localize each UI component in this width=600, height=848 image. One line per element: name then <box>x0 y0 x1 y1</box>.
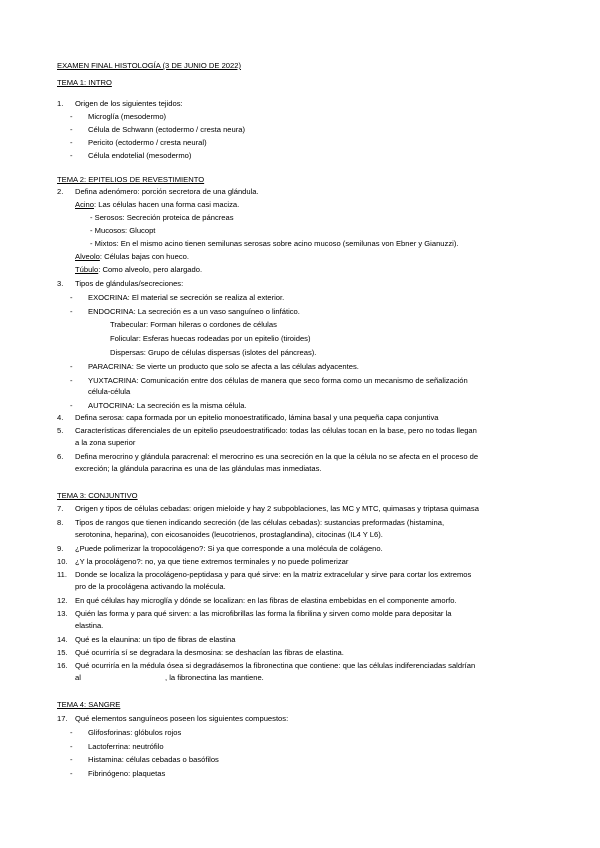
question-9: ¿Puede polimerizar la tropocolágeno?: Si ya que corresponde a una molécula de colágeno. <box>75 544 383 553</box>
endocrina-sub-item: Trabecular: Forman hileras o cordones de células <box>110 320 277 329</box>
question-8-cont: serotonina, heparina), con eicosanoides (leucotrienos, prostaglandina), citocinas (IL4 Y L6). <box>75 530 383 539</box>
question-4: Defina serosa: capa formada por un epitelio monoestratificado, lámina basal y una pequeña capa conjuntiva <box>75 413 439 422</box>
alveolo-text: : Células bajas con hueco. <box>99 252 189 261</box>
exam-title: EXAMEN FINAL HISTOLOGÍA (3 DE JUNIO DE 2022) <box>57 61 241 70</box>
question-number: 14. <box>57 635 68 644</box>
list-item: Pericito (ectodermo / cresta neural) <box>88 138 207 147</box>
question-2: Defina adenómero: porción secretora de una glándula. <box>75 187 259 196</box>
list-item: Célula endotelial (mesodermo) <box>88 151 192 160</box>
question-number: 17. <box>57 714 68 723</box>
question-number: 13. <box>57 609 68 618</box>
bullet-dash: - <box>70 401 73 410</box>
list-item: Histamina: células cebadas o basófilos <box>88 755 219 764</box>
acino-sub-item: - Mucosos: Glucopt <box>90 226 156 235</box>
question-15: Qué ocurriría sí se degradara la desmosina: se deshacían las fibras de elastina. <box>75 648 344 657</box>
bullet-dash: - <box>70 769 73 778</box>
list-item: Célula de Schwann (ectodermo / cresta neura) <box>88 125 246 134</box>
question-12: En qué células hay microglía y dónde se localizan: en las fibras de elastina embebidas en el componente amorfo. <box>75 596 457 605</box>
question-13-cont: elastina. <box>75 621 104 630</box>
alveolo-line <box>75 252 189 262</box>
question-5: Características diferenciales de un epitelio pseudoestratificado: todas las células tocan en la base, pero no todas llegan <box>75 426 477 435</box>
bullet-dash: - <box>70 138 73 147</box>
acino-label: Acino <box>75 200 94 209</box>
tubulo-line <box>75 265 202 275</box>
question-8: Tipos de rangos que tienen indicando secreción (de las células cebadas): sustancias preformadas (histamina, <box>75 518 445 527</box>
question-6-cont: excreción; la glándula paracrina es una de las glándulas mas inmediatas. <box>75 464 322 473</box>
tubulo-text: : Como alveolo, pero alargado. <box>98 265 203 274</box>
bullet-dash: - <box>70 293 73 302</box>
question-6: Defina merocrino y glándula paracrenal: el merocrino es una secreción en la que la célula no se afecta en el proceso de <box>75 452 479 461</box>
question-5-cont: a la zona superior <box>75 438 136 447</box>
question-number: 2. <box>57 187 64 196</box>
bullet-dash: - <box>70 742 73 751</box>
list-item-paracrina: PARACRINA: Se vierte un producto que solo se afecta a las células adyacentes. <box>88 362 359 371</box>
bullet-dash: - <box>70 755 73 764</box>
question-number: 1. <box>57 99 64 108</box>
question-number: 7. <box>57 504 64 513</box>
endocrina-sub-item: Dispersas: Grupo de células dispersas (islotes del páncreas). <box>110 348 317 357</box>
question-16: Qué ocurriría en la médula ósea si degradásemos la fibronectina que contiene: que las células indiferenciadas saldrían <box>75 661 476 670</box>
question-number: 9. <box>57 544 64 553</box>
question-1: Origen de los siguientes tejidos: <box>75 99 183 108</box>
section-heading-tema3: TEMA 3: CONJUNTIVO <box>57 491 138 500</box>
bullet-dash: - <box>70 151 73 160</box>
question-7: Origen y tipos de células cebadas: origen mieloide y hay 2 subpoblaciones, las MC y MTC, quimasas y triptasa quimasa <box>75 504 479 513</box>
question-16-cont-end: , la fibronectina las mantiene. <box>165 673 264 682</box>
question-number: 6. <box>57 452 64 461</box>
question-number: 10. <box>57 557 68 566</box>
bullet-dash: - <box>70 125 73 134</box>
question-11-cont: pro de la procolágena activando la molécula. <box>75 582 226 591</box>
question-number: 8. <box>57 518 64 527</box>
list-item: Lactoferrina: neutrófilo <box>88 742 164 751</box>
endocrina-sub-item: Folicular: Esferas huecas rodeadas por un epitelio (tiroides) <box>110 334 311 343</box>
question-number: 11. <box>57 570 67 579</box>
question-number: 5. <box>57 426 64 435</box>
section-heading-tema4: TEMA 4: SANGRE <box>57 700 121 709</box>
bullet-dash: - <box>70 307 73 316</box>
question-16-cont-start: al <box>75 673 81 682</box>
alveolo-label: Alveolo <box>75 252 100 261</box>
question-17: Qué elementos sanguíneos poseen los siguientes compuestos: <box>75 714 289 723</box>
bullet-dash: - <box>70 376 73 385</box>
question-number: 15. <box>57 648 68 657</box>
acino-line <box>75 200 239 210</box>
list-item: Microglía (mesodermo) <box>88 112 167 121</box>
list-item-autocrina: AUTOCRINA: La secreción es la misma célula. <box>88 401 247 410</box>
acino-sub-item: - Mixtos: En el mismo acino tienen semilunas serosas sobre acino mucoso (semilunas von Ebner y Gianuzzi). <box>90 239 459 248</box>
section-heading-tema1: TEMA 1: INTRO <box>57 78 112 87</box>
list-item-yuxtacrina: YUXTACRINA: Comunicación entre dos células de manera que seco forma como un mecanismo de señalización <box>88 376 468 385</box>
list-item-endocrina: ENDOCRINA: La secreción es a un vaso sanguíneo o linfático. <box>88 307 300 316</box>
question-3: Tipos de glándulas/secreciones: <box>75 279 184 288</box>
section-heading-tema2: TEMA 2: EPITELIOS DE REVESTIMIENTO <box>57 175 205 184</box>
bullet-dash: - <box>70 112 73 121</box>
bullet-dash: - <box>70 362 73 371</box>
question-number: 12. <box>57 596 68 605</box>
list-item-yuxtacrina-cont: célula-célula <box>88 387 131 396</box>
tubulo-label: Túbulo <box>75 265 99 274</box>
question-13: Quién las forma y para qué sirven: a las microfibrillas las forma la fibrilina y sirven como molde para depositar la <box>75 609 452 618</box>
question-10: ¿Y la procolágeno?: no, ya que tiene extremos terminales y no puede polimerizar <box>75 557 349 566</box>
question-14: Qué es la elaunina: un tipo de fibras de elastina <box>75 635 236 644</box>
question-number: 4. <box>57 413 64 422</box>
question-number: 3. <box>57 279 64 288</box>
list-item-exocrina: EXOCRINA: El material se secreción se realiza al exterior. <box>88 293 285 302</box>
list-item: Fibrinógeno: plaquetas <box>88 769 166 778</box>
question-11: Donde se localiza la procolágeno-peptidasa y para qué sirve: en la matriz extracelular y sirve para cortar los extremos <box>75 570 472 579</box>
acino-sub-item: - Serosos: Secreción proteica de páncreas <box>90 213 234 222</box>
list-item: Glifosforinas: glóbulos rojos <box>88 728 182 737</box>
acino-text: : Las células hacen una forma casi maciza. <box>94 200 240 209</box>
question-number: 16. <box>57 661 68 670</box>
bullet-dash: - <box>70 728 73 737</box>
